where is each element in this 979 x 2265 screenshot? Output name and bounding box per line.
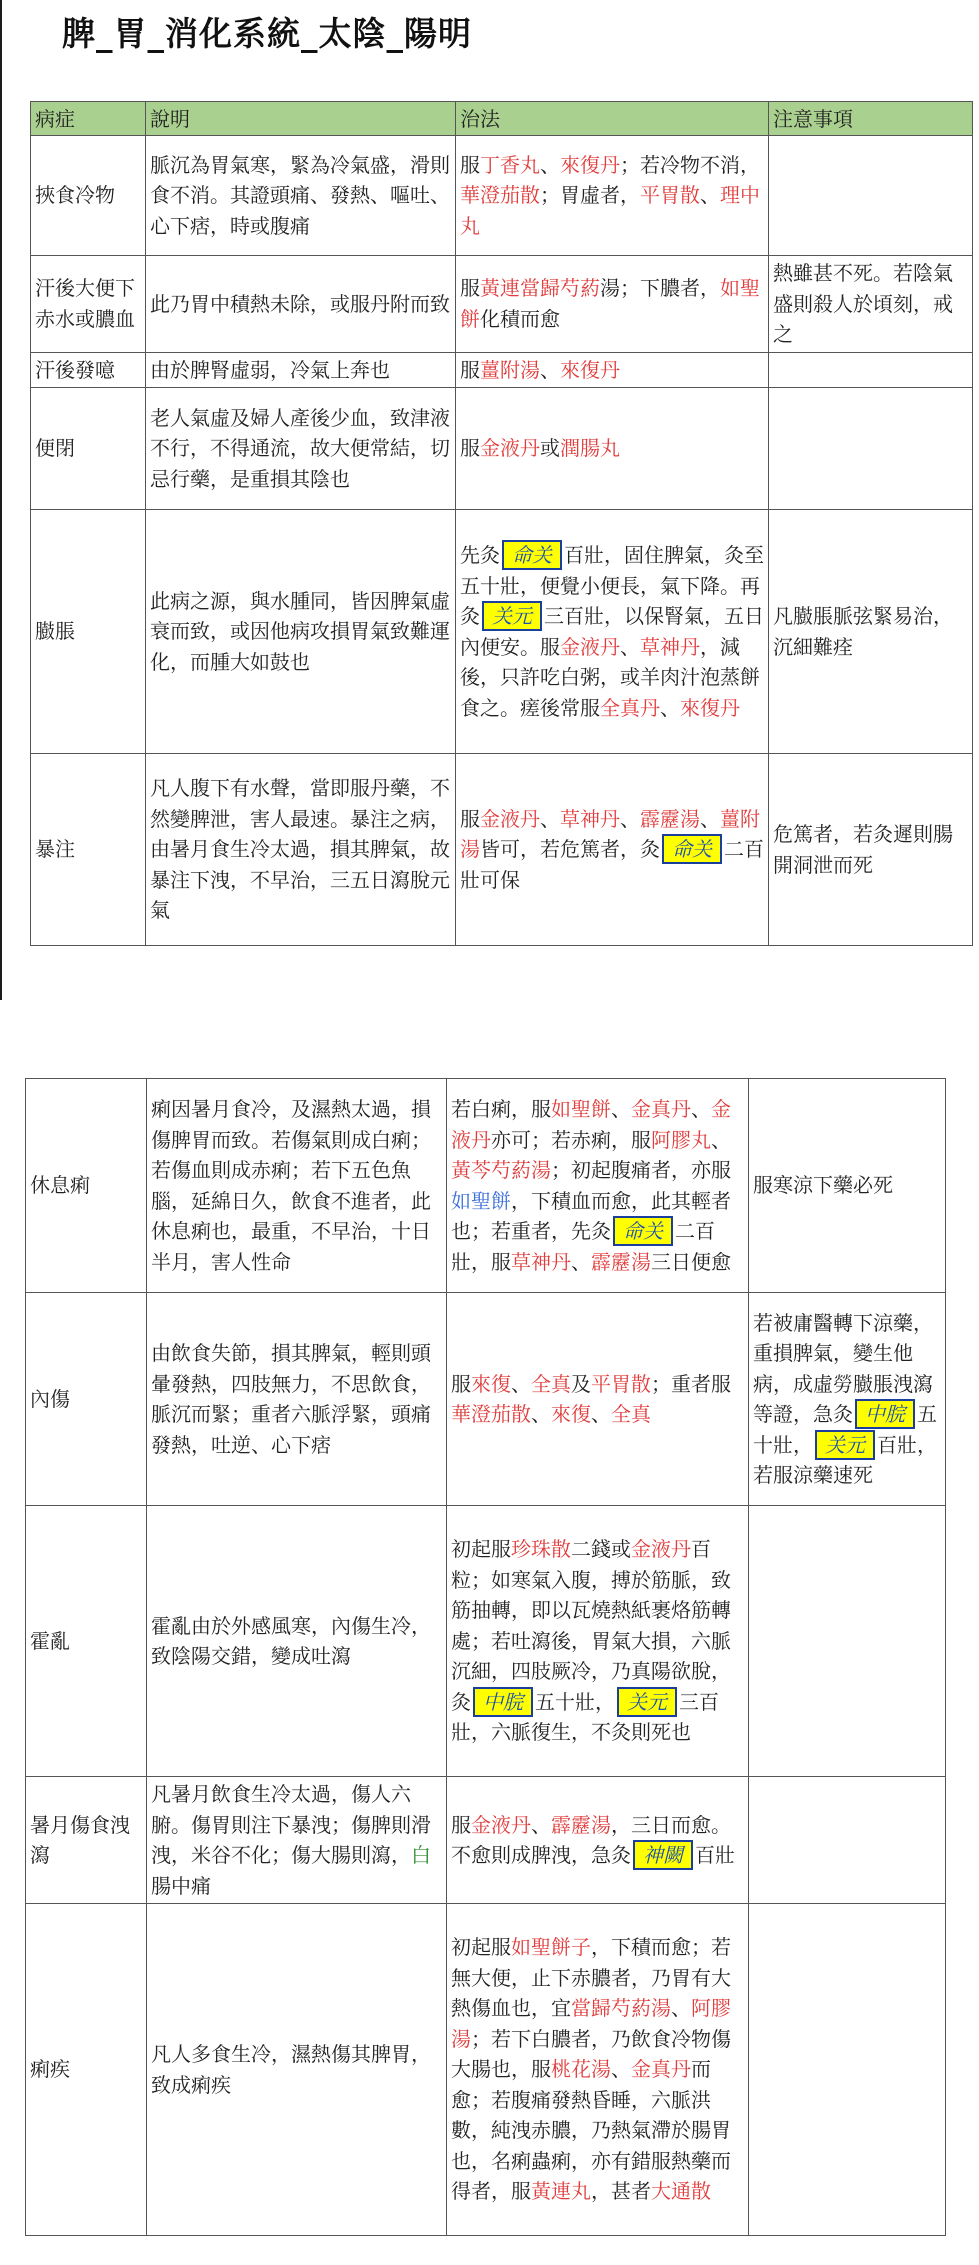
herbal-formula: 華澄茄散 bbox=[460, 183, 540, 208]
herbal-formula: 來復 bbox=[471, 1371, 511, 1396]
description-cell: 此病之源，與水腫同，皆因脾氣虛衰而致，或因他病攻損胃氣致難運化，而腫大如鼓也 bbox=[146, 510, 456, 754]
herbal-formula: 潤腸丸 bbox=[560, 436, 620, 461]
acupoint-highlight: 关元 bbox=[482, 601, 542, 631]
herbal-formula: 薑附湯 bbox=[480, 357, 540, 382]
disease-cell: 挾食冷物 bbox=[31, 136, 146, 256]
description-cell: 痢因暑月食冷，及濕熱太過，損傷脾胃而致。若傷氣則成白痢；若傷血則成赤痢；若下五色魚腦，延綿日久，飲食不進者，此休息痢也，最重，不早治，十日半月，害人性命 bbox=[147, 1079, 447, 1293]
table-row bbox=[31, 256, 973, 353]
disease-cell: 臌脹 bbox=[31, 510, 146, 754]
header-notes: 注意事項 bbox=[769, 102, 973, 136]
herbal-formula: 金真丹 bbox=[631, 1097, 691, 1121]
acupoint-highlight: 关元 bbox=[815, 1430, 875, 1460]
header-description: 說明 bbox=[146, 102, 456, 136]
herbal-formula: 珍珠散 bbox=[511, 1537, 571, 1562]
disease-cell: 內傷 bbox=[26, 1293, 147, 1506]
table-body-2 bbox=[26, 1079, 946, 2236]
herbal-formula: 全真 bbox=[611, 1402, 651, 1426]
herbal-formula: 阿膠湯 bbox=[451, 1996, 731, 2051]
description-cell: 由於脾腎虛弱，冷氣上奔也 bbox=[146, 352, 456, 388]
description-cell: 老人氣虛及婦人產後少血，致津液不行，不得通流，故大便常結，切忌行藥，是重損其陰也 bbox=[146, 388, 456, 510]
herbal-formula: 金真丹 bbox=[631, 2057, 691, 2082]
table-row bbox=[26, 1904, 946, 2236]
herbal-formula: 草神丹 bbox=[640, 634, 700, 659]
herbal-formula: 草神丹 bbox=[511, 1249, 571, 1274]
table-row bbox=[26, 1079, 946, 1293]
description-cell: 脈沉為胃氣寒，緊為冷氣盛，滑則食不消。其證頭痛、發熱、嘔吐、心下痞，時或腹痛 bbox=[146, 136, 456, 256]
treatment-cell: 初起服珍珠散二錢或金液丹百粒；如寒氣入腹，搏於筋脈，致筋抽轉，即以瓦燒熱紙裹烙筋轉處；若吐瀉後，胃氣大損，六脈沉細，四肢厥冷，乃真陽欲脫，灸 中脘 五十壯， 关元 三百壯，六脈復生，不灸則死也 bbox=[447, 1506, 749, 1777]
acupoint-highlight: 中脘 bbox=[855, 1399, 915, 1429]
disease-cell: 汗後發噫 bbox=[31, 352, 146, 388]
herbal-formula: 來復 bbox=[551, 1402, 591, 1426]
treatment-cell: 服薑附湯、來復丹 bbox=[456, 352, 769, 388]
note-cell: 危篤者，若灸遲則腸開洞泄而死 bbox=[769, 754, 973, 946]
herbal-formula: 來復丹 bbox=[560, 357, 620, 382]
treatment-cell: 初起服如聖餅子，下積而愈；若無大便，止下赤膿者，乃胃有大熱傷血也，宜當歸芍葯湯、阿膠湯；若下白膿者，乃飲食冷物傷大腸也，服桃花湯、金真丹而愈；若腹痛發熱昏睡，六脈洪數，純洩赤膿，乃熱氣滯於腸胃也，名痢蟲痢，亦有錯服熱藥而得者，服黃連丸，甚者大通散 bbox=[447, 1904, 749, 2236]
treatment-cell: 若白痢，服如聖餅、金真丹、金液丹亦可；若赤痢，服阿膠丸、黃芩芍葯湯；初起腹痛者，亦服如聖餅，下積血而愈，此其輕者也；若重者，先灸 命关 二百壯，服草神丹、霹靂湯三日便愈 bbox=[447, 1079, 749, 1293]
note-cell: 熱雖甚不死。若陰氣盛則殺人於頃刻，戒之 bbox=[769, 256, 973, 353]
herbal-formula: 草神丹 bbox=[560, 806, 620, 831]
treatment-cell: 服金液丹、霹靂湯，三日而愈。不愈則成脾洩，急灸 神闕 百壯 bbox=[447, 1777, 749, 1904]
highlighted-term: 白 bbox=[411, 1843, 431, 1867]
herbal-formula: 大通散 bbox=[651, 2179, 711, 2204]
description-cell: 凡暑月飲食生冷太過，傷人六腑。傷胃則注下暴洩；傷脾則滑洩，米谷不化；傷大腸則瀉，白腸中痛 bbox=[147, 1777, 447, 1904]
herbal-formula: 平胃散 bbox=[591, 1371, 651, 1396]
herbal-formula: 金液丹 bbox=[471, 1812, 531, 1837]
herbal-formula: 桃花湯 bbox=[551, 2057, 611, 2082]
treatment-cell: 服金液丹或潤腸丸 bbox=[456, 388, 769, 510]
note-cell bbox=[749, 1777, 946, 1904]
herbal-formula: 如聖餅 bbox=[551, 1097, 611, 1121]
herbal-formula: 來復丹 bbox=[680, 695, 740, 720]
herbal-formula: 阿膠丸 bbox=[651, 1127, 711, 1152]
disease-cell: 汗後大便下赤水或膿血 bbox=[31, 256, 146, 353]
herbal-formula: 華澄茄散 bbox=[451, 1402, 531, 1426]
herbal-formula: 金液丹 bbox=[560, 634, 620, 659]
table-row bbox=[31, 388, 973, 510]
disease-cell: 暑月傷食洩瀉 bbox=[26, 1777, 147, 1904]
note-cell bbox=[769, 352, 973, 388]
herbal-formula: 黃芩芍葯湯 bbox=[451, 1158, 551, 1182]
disease-cell: 便閉 bbox=[31, 388, 146, 510]
disease-cell: 痢疾 bbox=[26, 1904, 147, 2236]
header-disease: 病症 bbox=[31, 102, 146, 136]
herbal-formula: 霹靂湯 bbox=[640, 806, 700, 831]
page-left-border bbox=[0, 0, 2, 1000]
note-cell: 若被庸醫轉下涼藥，重損脾氣，變生他病，成虛勞臌脹洩瀉等證，急灸 中脘 五十壯， 关元 百壯，若服涼藥速死 bbox=[749, 1293, 946, 1506]
table-part-1 bbox=[30, 101, 973, 946]
disease-cell: 休息痢 bbox=[26, 1079, 147, 1293]
description-cell: 由飲食失節，損其脾氣，輕則頭暈發熱，四肢無力，不思飲食，脈沉而緊；重者六脈浮緊，頭痛發熱，吐逆、心下痞 bbox=[147, 1293, 447, 1506]
note-cell bbox=[749, 1904, 946, 2236]
acupoint-highlight: 命关 bbox=[662, 834, 722, 864]
acupoint-highlight: 命关 bbox=[613, 1216, 673, 1246]
note-cell: 服寒涼下藥必死 bbox=[749, 1079, 946, 1293]
disease-cell: 暴注 bbox=[31, 754, 146, 946]
herbal-formula: 金液丹 bbox=[480, 436, 540, 461]
table-row bbox=[31, 136, 973, 256]
description-cell: 凡人腹下有水聲，當即服丹藥，不然變脾泄，害人最速。暴注之病，由暑月食生冷太過，損其脾氣，故暴注下洩，不早治，三五日瀉脫元氣 bbox=[146, 754, 456, 946]
table-row bbox=[31, 510, 973, 754]
table-row bbox=[26, 1777, 946, 1904]
herbal-formula: 如聖餅 bbox=[451, 1188, 511, 1213]
herbal-formula: 如聖餅子 bbox=[511, 1935, 591, 1960]
herbal-formula: 全真丹 bbox=[600, 695, 660, 720]
header-treatment: 治法 bbox=[456, 102, 769, 136]
acupoint-highlight: 神闕 bbox=[633, 1840, 693, 1870]
herbal-formula: 來復丹 bbox=[560, 152, 620, 177]
treatment-cell: 先灸 命关 百壯，固住脾氣，灸至五十壯，便覺小便長，氣下降。再灸 关元 三百壯，以保腎氣，五日內便安。服金液丹、草神丹，減後，只許吃白粥，或羊肉汁泡蒸餅食之。瘥後常服全真丹、來復丹 bbox=[456, 510, 769, 754]
acupoint-highlight: 中脘 bbox=[473, 1687, 533, 1717]
herbal-formula: 黃連丸 bbox=[531, 2179, 591, 2204]
note-cell bbox=[769, 136, 973, 256]
herbal-formula: 薑附湯 bbox=[460, 806, 760, 862]
treatment-cell: 服金液丹、草神丹、霹靂湯、薑附湯皆可，若危篤者，灸 命关 二百壯可保 bbox=[456, 754, 769, 946]
treatment-cell: 服丁香丸、來復丹；若冷物不消，華澄茄散；胃虛者，平胃散、理中丸 bbox=[456, 136, 769, 256]
herbal-formula: 霹靂湯 bbox=[551, 1812, 611, 1837]
table-part-2 bbox=[25, 1078, 946, 2236]
herbal-formula: 丁香丸 bbox=[480, 152, 540, 177]
herbal-formula: 金液丹 bbox=[480, 806, 540, 831]
table-row bbox=[26, 1293, 946, 1506]
herbal-formula: 金液丹 bbox=[451, 1097, 731, 1152]
disease-cell: 霍亂 bbox=[26, 1506, 147, 1777]
acupoint-highlight: 关元 bbox=[617, 1687, 677, 1717]
table-header-row bbox=[31, 102, 973, 136]
herbal-formula: 如聖餅 bbox=[460, 276, 760, 331]
herbal-formula: 當歸芍葯湯 bbox=[571, 1996, 671, 2021]
description-cell: 此乃胃中積熱未除，或服丹附而致 bbox=[146, 256, 456, 353]
acupoint-highlight: 命关 bbox=[502, 540, 562, 570]
description-cell: 凡人多食生冷，濕熱傷其脾胃，致成痢疾 bbox=[147, 1904, 447, 2236]
table-row bbox=[31, 754, 973, 946]
note-cell bbox=[769, 388, 973, 510]
herbal-formula: 平胃散 bbox=[640, 183, 700, 208]
table-row bbox=[26, 1506, 946, 1777]
herbal-formula: 黃連當歸芍葯 bbox=[480, 276, 600, 301]
description-cell: 霍亂由於外感風寒，內傷生冷，致陰陽交錯，變成吐瀉 bbox=[147, 1506, 447, 1777]
note-cell bbox=[749, 1506, 946, 1777]
herbal-formula: 理中丸 bbox=[460, 183, 760, 238]
herbal-formula: 霹靂湯 bbox=[591, 1249, 651, 1274]
page-title: 脾_胃_消化系統_太陰_陽明 bbox=[62, 14, 472, 53]
treatment-cell: 服黃連當歸芍葯湯；下膿者，如聖餅化積而愈 bbox=[456, 256, 769, 353]
table-body-1 bbox=[31, 136, 973, 946]
table-row bbox=[31, 352, 973, 388]
herbal-formula: 金液丹 bbox=[631, 1537, 691, 1562]
note-cell: 凡臌脹脈弦緊易治，沉細難痊 bbox=[769, 510, 973, 754]
treatment-cell: 服來復、全真及平胃散；重者服華澄茄散、來復、全真 bbox=[447, 1293, 749, 1506]
herbal-formula: 全真 bbox=[531, 1371, 571, 1396]
